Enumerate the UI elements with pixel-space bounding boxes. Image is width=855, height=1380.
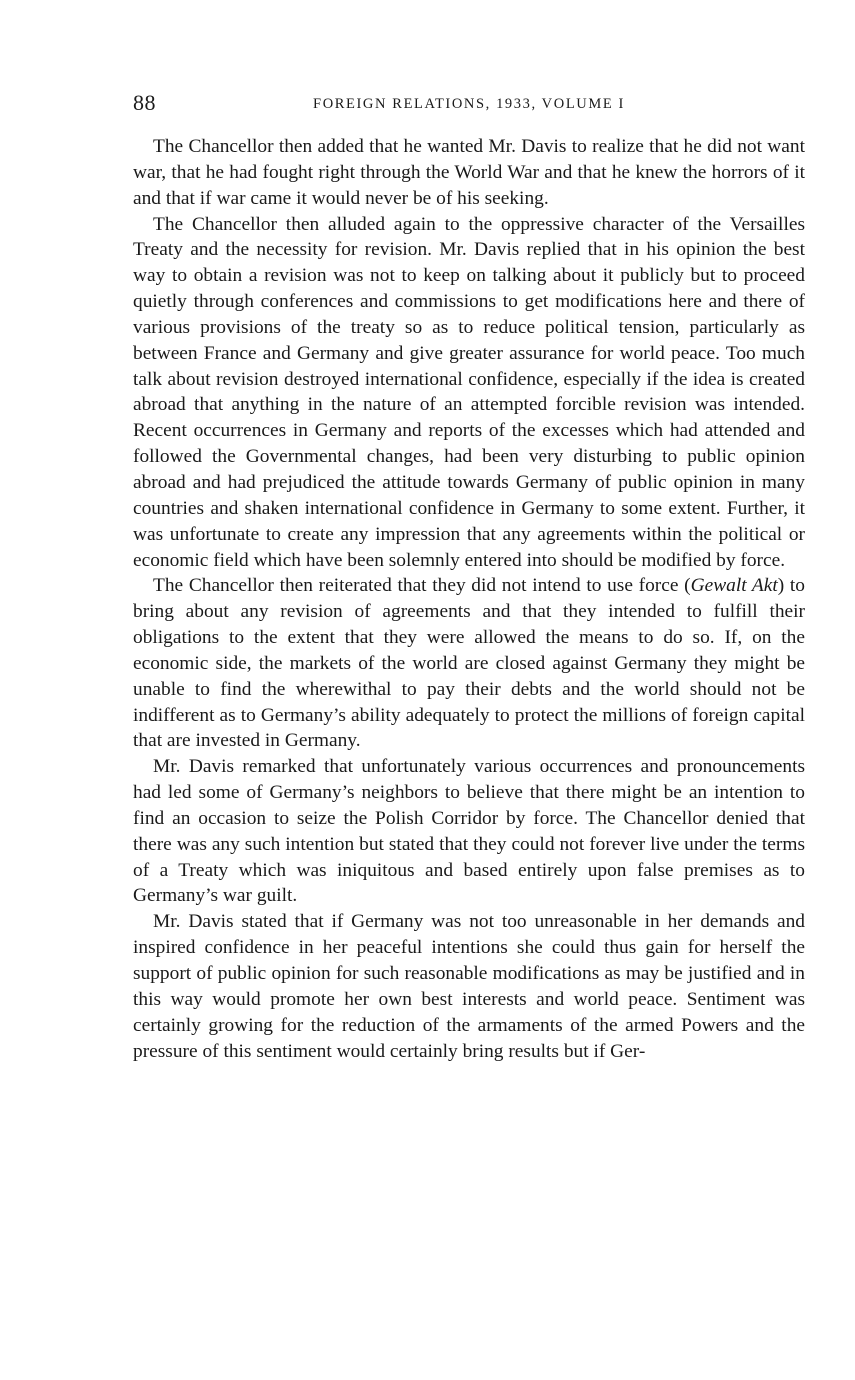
paragraph-chancellor-no-force (133, 573, 805, 754)
paragraph-chancellor-no-war: The Chancellor then added that he wanted Mr. Davis to realize that he did not want war, that he had fought right through the World War and that he knew the horrors of it and that if war came it would never be of his seeking. (133, 136, 805, 209)
body-text (133, 134, 805, 1064)
page-number: 88 (133, 90, 156, 115)
running-title: FOREIGN RELATIONS, 1933, VOLUME I (313, 96, 625, 112)
running-head (133, 90, 805, 120)
paragraph-polish-corridor: Mr. Davis remarked that unfortunately various occurrences and pronouncements had led some of Germany’s neighbors to believe that there might be an intention to find an occasion to seize the Polish Corridor by force. The Chancellor denied that there was any such intention but stated that they could not forever live under the terms of a Treaty which was iniquitous and based entirely upon false premises as to Germany’s war guilt. (133, 756, 805, 907)
paragraph-text: ) to bring about any revision of agreements and that they intended to fulfill their obligations to the extent that they were allowed the means to do so. If, on the economic side, the markets of the world are closed against Germany they might be unable to find the wherewithal to pay their debts and the world should not be indifferent as to Germany’s ability adequately to protect the millions of foreign capital that are invested in Germany. (133, 575, 805, 752)
italic-term: Gewalt Akt (690, 575, 778, 597)
paragraph-versailles-revision: The Chancellor then alluded again to the oppressive character of the Versailles Treaty and the necessity for revision. Mr. Davis replied that in his opinion the best way to obtain a revision was not to keep on talking about it publicly but to proceed quietly through conferences and commissions to get modifications here and there of various provisions of the treaty so as to reduce political tension, particularly as between France and Germany and give greater assurance for world peace. Too much talk about revision destroyed international confidence, especially if the idea is created abroad that anything in the nature of an attempted forcible revision was intended. Recent occurrences in Germany and reports of the excesses which had attended and followed the Governmental changes, had been very disturbing to public opinion abroad and had prejudiced the attitude towards Germany of public opinion in many countries and shaken international confidence in Germany to some extent. Further, it was unfortunate to create any impression that any agreements within the political or economic field which have been solemnly entered into should be modified by force. (133, 213, 805, 571)
paragraph-text: The Chancellor then reiterated that they did not intend to use force ( (153, 575, 691, 597)
paragraph-public-opinion: Mr. Davis stated that if Germany was not too unreasonable in her demands and inspired confidence in her peaceful intentions she could thus gain for herself the support of public opinion for such reasonable modifications as may be justified and in this way would promote her own best interests and world peace. Sentiment was certainly growing for the reduction of the armaments of the armed Powers and the pressure of this sentiment would certainly bring results but if Ger- (133, 911, 805, 1062)
